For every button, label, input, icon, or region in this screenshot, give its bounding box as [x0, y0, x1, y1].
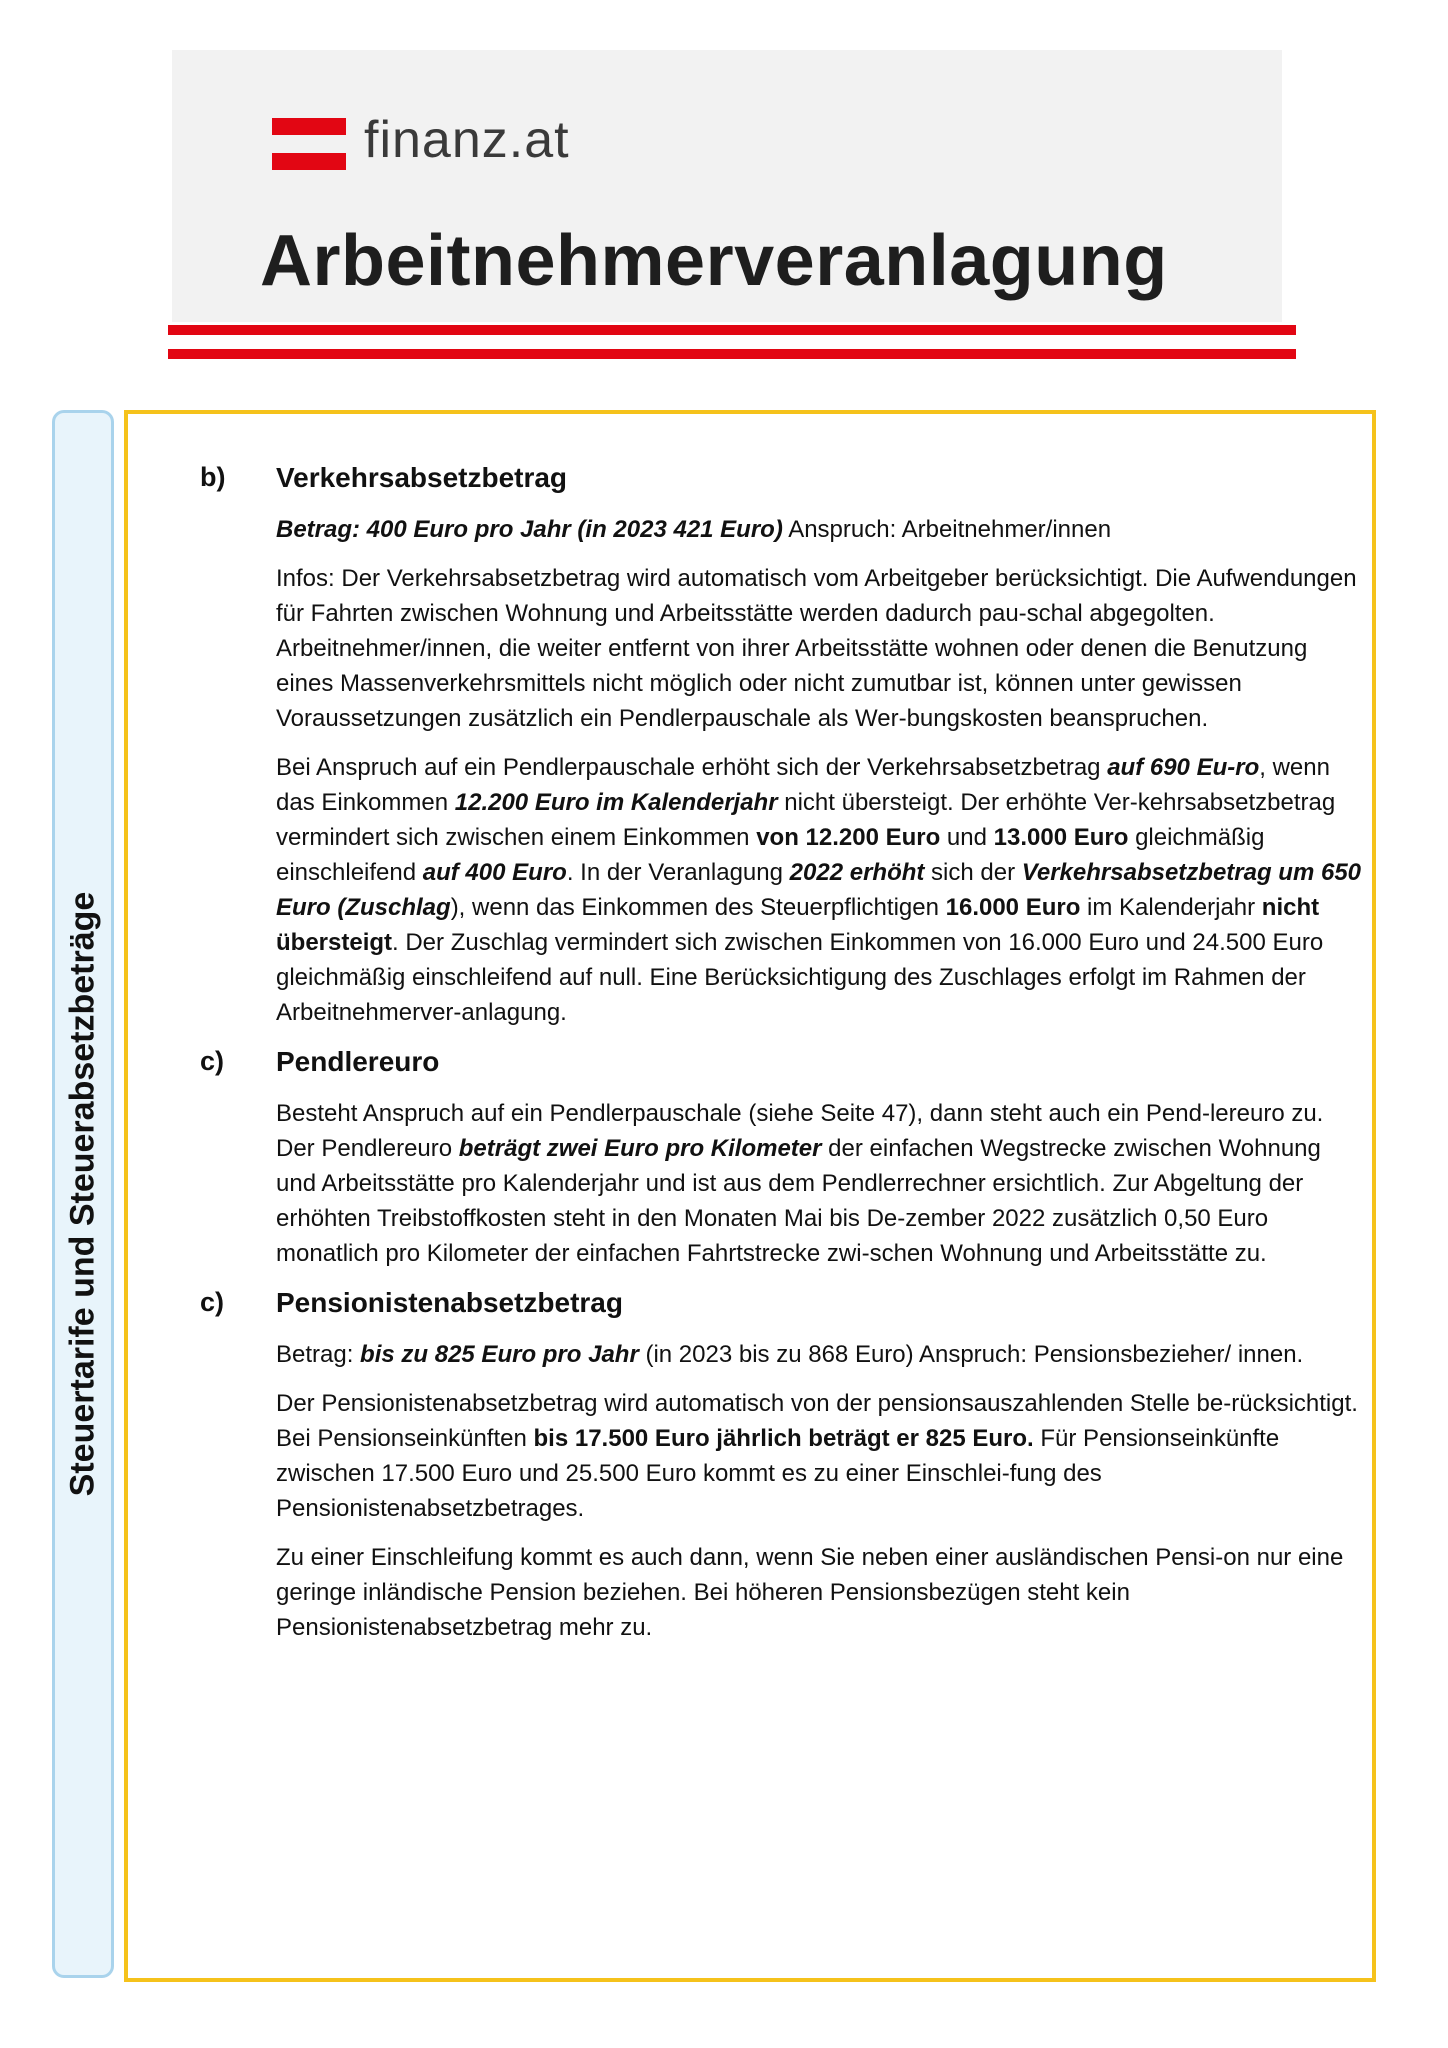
paragraph: Zu einer Einschleifung kommt es auch dann, wenn Sie neben einer ausländischen Pensi-on nur eine geringe inländische Pension beziehen. Bei höheren Pensionsbezügen steht kein Pensionistenabsetzbetrag mehr zu. [276, 1544, 1344, 1641]
section-title: Verkehrsabsetzbetrag [276, 462, 568, 493]
paragraph: Betrag: bis zu 825 Euro pro Jahr (in 2023 bis zu 868 Euro) Anspruch: Pensionsbezieher/ innen. [276, 1341, 1304, 1368]
section-pensionistenabsetzbetrag [200, 1285, 1360, 1645]
section-title: Pendlereuro [276, 1046, 440, 1077]
section-pendlereuro [200, 1044, 1360, 1271]
section-title: Pensionistenabsetzbetrag [276, 1287, 623, 1318]
section-letter: c) [200, 1046, 225, 1076]
paragraph: Betrag: 400 Euro pro Jahr (in 2023 421 Euro) Anspruch: Arbeitnehmer/innen [276, 516, 1112, 543]
side-tab-title: Steuertarife und Steuerabsetzbeträge [63, 891, 102, 1497]
page-title: Arbeitnehmerveranlagung [260, 221, 1168, 301]
section-letter: c) [200, 1287, 225, 1317]
paragraph: Infos: Der Verkehrsabsetzbetrag wird automatisch vom Arbeitgeber berücksichtigt. Die Aufwendungen für Fahrten zwischen Wohnung und Arbeitsstätte werden dadurch pau-schal abgegolten. Arbeitnehmer/innen, die weiter entfernt von ihrer Arbeitsstätte wohnen oder denen die Benutzung eines Massenverkehrsmittels nicht möglich oder nicht zumutbar ist, können unter gewissen Voraussetzungen zusätzlich ein Pendlerpauschale als Wer-bungskosten beanspruchen. [276, 565, 1357, 732]
paragraph: Bei Anspruch auf ein Pendlerpauschale erhöht sich der Verkehrsabsetzbetrag auf 690 Eu-ro, wenn das Einkommen 12.200 Euro im Kalenderjahr nicht übersteigt. Der erhöhte Ver-kehrsabsetzbetrag vermindert sich zwischen einem Einkommen von 12.200 Euro und 13.000 Euro gleichmäßig einschleifend auf 400 Euro. In der Veranlagung 2022 erhöht sich der Verkehrsabsetzbetrag um 650 Euro (Zuschlag), wenn das Einkommen des Steuerpflichtigen 16.000 Euro im Kalenderjahr nicht übersteigt. Der Zuschlag vermindert sich zwischen Einkommen von 16.000 Euro und 24.500 Euro gleichmäßig einschleifend auf null. Eine Berücksichtigung des Zuschlages erfolgt im Rahmen der Arbeitnehmerver-anlagung. [276, 754, 1362, 1026]
header-banner [172, 50, 1282, 322]
header-divider-bottom [168, 349, 1296, 359]
paragraph: Besteht Anspruch auf ein Pendlerpauschale (siehe Seite 47), dann steht auch ein Pend-lereuro zu. Der Pendlereuro beträgt zwei Euro pro Kilometer der einfachen Wegstrecke zwischen Wohnung und Arbeitsstätte pro Kalenderjahr und ist aus dem Pendlerrechner ersichtlich. Zur Abgeltung der erhöhten Treibstoffkosten steht in den Monaten Mai bis De-zember 2022 zusätzlich 0,50 Euro monatlich pro Kilometer der einfachen Fahrtstrecke zwi-schen Wohnung und Arbeitsstätte zu. [276, 1100, 1324, 1267]
section-verkehrsabsetzbetrag [200, 460, 1360, 1030]
section-letter: b) [200, 462, 226, 492]
paragraph: Der Pensionistenabsetzbetrag wird automatisch von der pensionsauszahlenden Stelle be-rücksichtigt. Bei Pensionseinkünften bis 17.500 Euro jährlich beträgt er 825 Euro. Für Pensionseinkünfte zwischen 17.500 Euro und 25.500 Euro kommt es zu einer Einschlei-fung des Pensionistenabsetzbetrages. [276, 1390, 1358, 1522]
brand-logo-text: finanz.at [364, 111, 570, 169]
header-divider-top [168, 325, 1296, 335]
content-body [200, 460, 1360, 1659]
austria-flag-icon [272, 118, 346, 170]
